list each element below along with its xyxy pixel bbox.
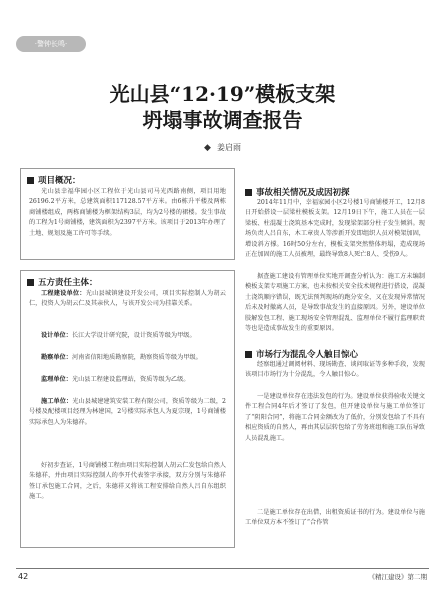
party-text: 光山县城建建筑安装工程有限公司，资质等级为二级，2号楼及配楼项目经理为林建国，2号楼实际承包人为夏宗现，1号商铺楼实际承包人为朱德祥。 (29, 398, 226, 426)
market-paragraph: 经察组通过调阅材料、现场勘查、谈问取证等多种手段，发现该项目市场行为十分混乱，令人触目惊心。 (245, 361, 425, 379)
party-developer (29, 289, 226, 310)
project-overview-text: 光山县幸福华园小区工程位于光山县司马光西路南侧，项目用地26196.2平方米，总建筑面积117128.57平方米。由6栋升平楼及两栋商铺楼组成，两栋商铺楼为框架结构3层，均为2号楼的裙楼。发生事故的工程为1号商铺楼，建筑面积为2397平方米。该项目于2013年办理了土地、规划及施工许可等手续。 (29, 188, 226, 237)
responsible-parties-heading (27, 276, 98, 288)
party-label: 施工单位： (41, 398, 73, 405)
market-paragraph: 二是施工单位存在出借，出租资质证书的行为。建设单位与施工单位双方本不签订了“合作管 (245, 509, 425, 527)
article-title-line2: 坍塌事故调查报告 (142, 108, 303, 132)
party-supervisor (29, 375, 226, 385)
article-title-line1: 光山县“12·19”模板支架 (109, 82, 336, 106)
section-tag: ·警钟长鸣· (16, 36, 86, 52)
party-label: 工程建设单位： (41, 290, 86, 297)
party-label: 设计单位： (41, 332, 72, 339)
party-text: 河南省信阳地质勘察院，勘察资质等级为甲级。 (71, 354, 202, 361)
page-number: 42 (18, 572, 29, 581)
square-bullet-icon (27, 177, 34, 184)
author-name: 姜启雨 (216, 143, 241, 152)
party-text: 光山县城镇建设开发公司，项目实际控制人为胡云仁，投资人为胡云仁及其亲伙人，与该开发公司为挂靠关系。 (29, 290, 226, 308)
square-bullet-icon (27, 279, 34, 286)
party-label: 监理单位： (41, 376, 72, 383)
footer-divider (16, 568, 429, 569)
market-heading (245, 348, 358, 360)
journal-name: 《精江建设》第二期 (368, 573, 427, 581)
accident-paragraph: 据查施工建设有管理单位实地开调查分析认为：施工方未编制模板支架专项施工方案，也未按相关安全技术规程进行搭设，混凝土浇筑顺序错误，既无法预判现场的跑分安全，又在发现异常情况后未及时撤离人员，是导致事故发生的直接原因。另外，建设单位肢解发包工程、施工现场安全管理混乱、监理单位不履行监理职责等也是造成事故发生的重要原因。 (245, 273, 425, 333)
accident-heading-text: 事故相关情况及成因初探 (256, 188, 350, 198)
party-contractor (29, 397, 226, 428)
party-text: 长江大学设计研究院，设计资质等级为甲级。 (71, 332, 196, 339)
project-overview-heading (27, 174, 81, 186)
party-investigation-note (29, 461, 226, 503)
market-heading-text: 市场行为混乱令人触目惊心 (256, 350, 359, 360)
party-text: 光山县工程建设监理站，资质等级为乙级。 (71, 376, 190, 383)
project-overview-heading-text: 项目概况： (38, 176, 81, 186)
party-designer (29, 331, 226, 341)
party-label: 勘察单位： (41, 354, 72, 361)
market-paragraph: 一是建设单位存在违法发包的行为。建设单位获得验收关键文件工程合同4年后才签订了发包，但开建设单位与施工单位签订了“阴阳合同”，将施工合同金额改为了低价，分别发包给了不具有相应资质的自然人，再由其层层转包给了劳务班组和施工队伍导致人员混乱施工。 (245, 393, 425, 442)
author-line (0, 142, 445, 153)
accident-heading (245, 186, 350, 198)
party-text: 好初步查证，1号商铺楼工程由项目实际控制人胡云仁发包给自然人朱德祥，并由项目实际控制人的李开代表签字承接，双方分别与朱德祥签订承包施工合同，之后，朱德祥又将该工程安排给自然人吕自东组织施工。 (29, 462, 226, 501)
square-bullet-icon (245, 351, 252, 358)
diamond-icon: ◆ (204, 143, 211, 153)
party-surveyor (29, 353, 226, 363)
responsible-parties-heading-text: 五方责任主体： (38, 278, 98, 288)
responsible-parties-box (20, 270, 235, 548)
project-overview-box (20, 168, 235, 260)
accident-paragraph: 2014年11月中，幸福家园小区2号楼1号商铺楼开工，12月8日开始搭设一层梁柱模板支架。12月19日下午，施工人员在一层梁板、柱混凝土浇筑基本完成时，发现梁架部分柱子发生倾斜。现场负责人吕自东，木工章贵人等涉新开发即组织人员对模架加固，增设斜方撑。16时50分左右，模板支架突然整体坍塌，造成现场正在加固的施工人员被埋，最终导致8人死亡8人、受伤9人。 (245, 199, 425, 259)
square-bullet-icon (245, 189, 252, 196)
